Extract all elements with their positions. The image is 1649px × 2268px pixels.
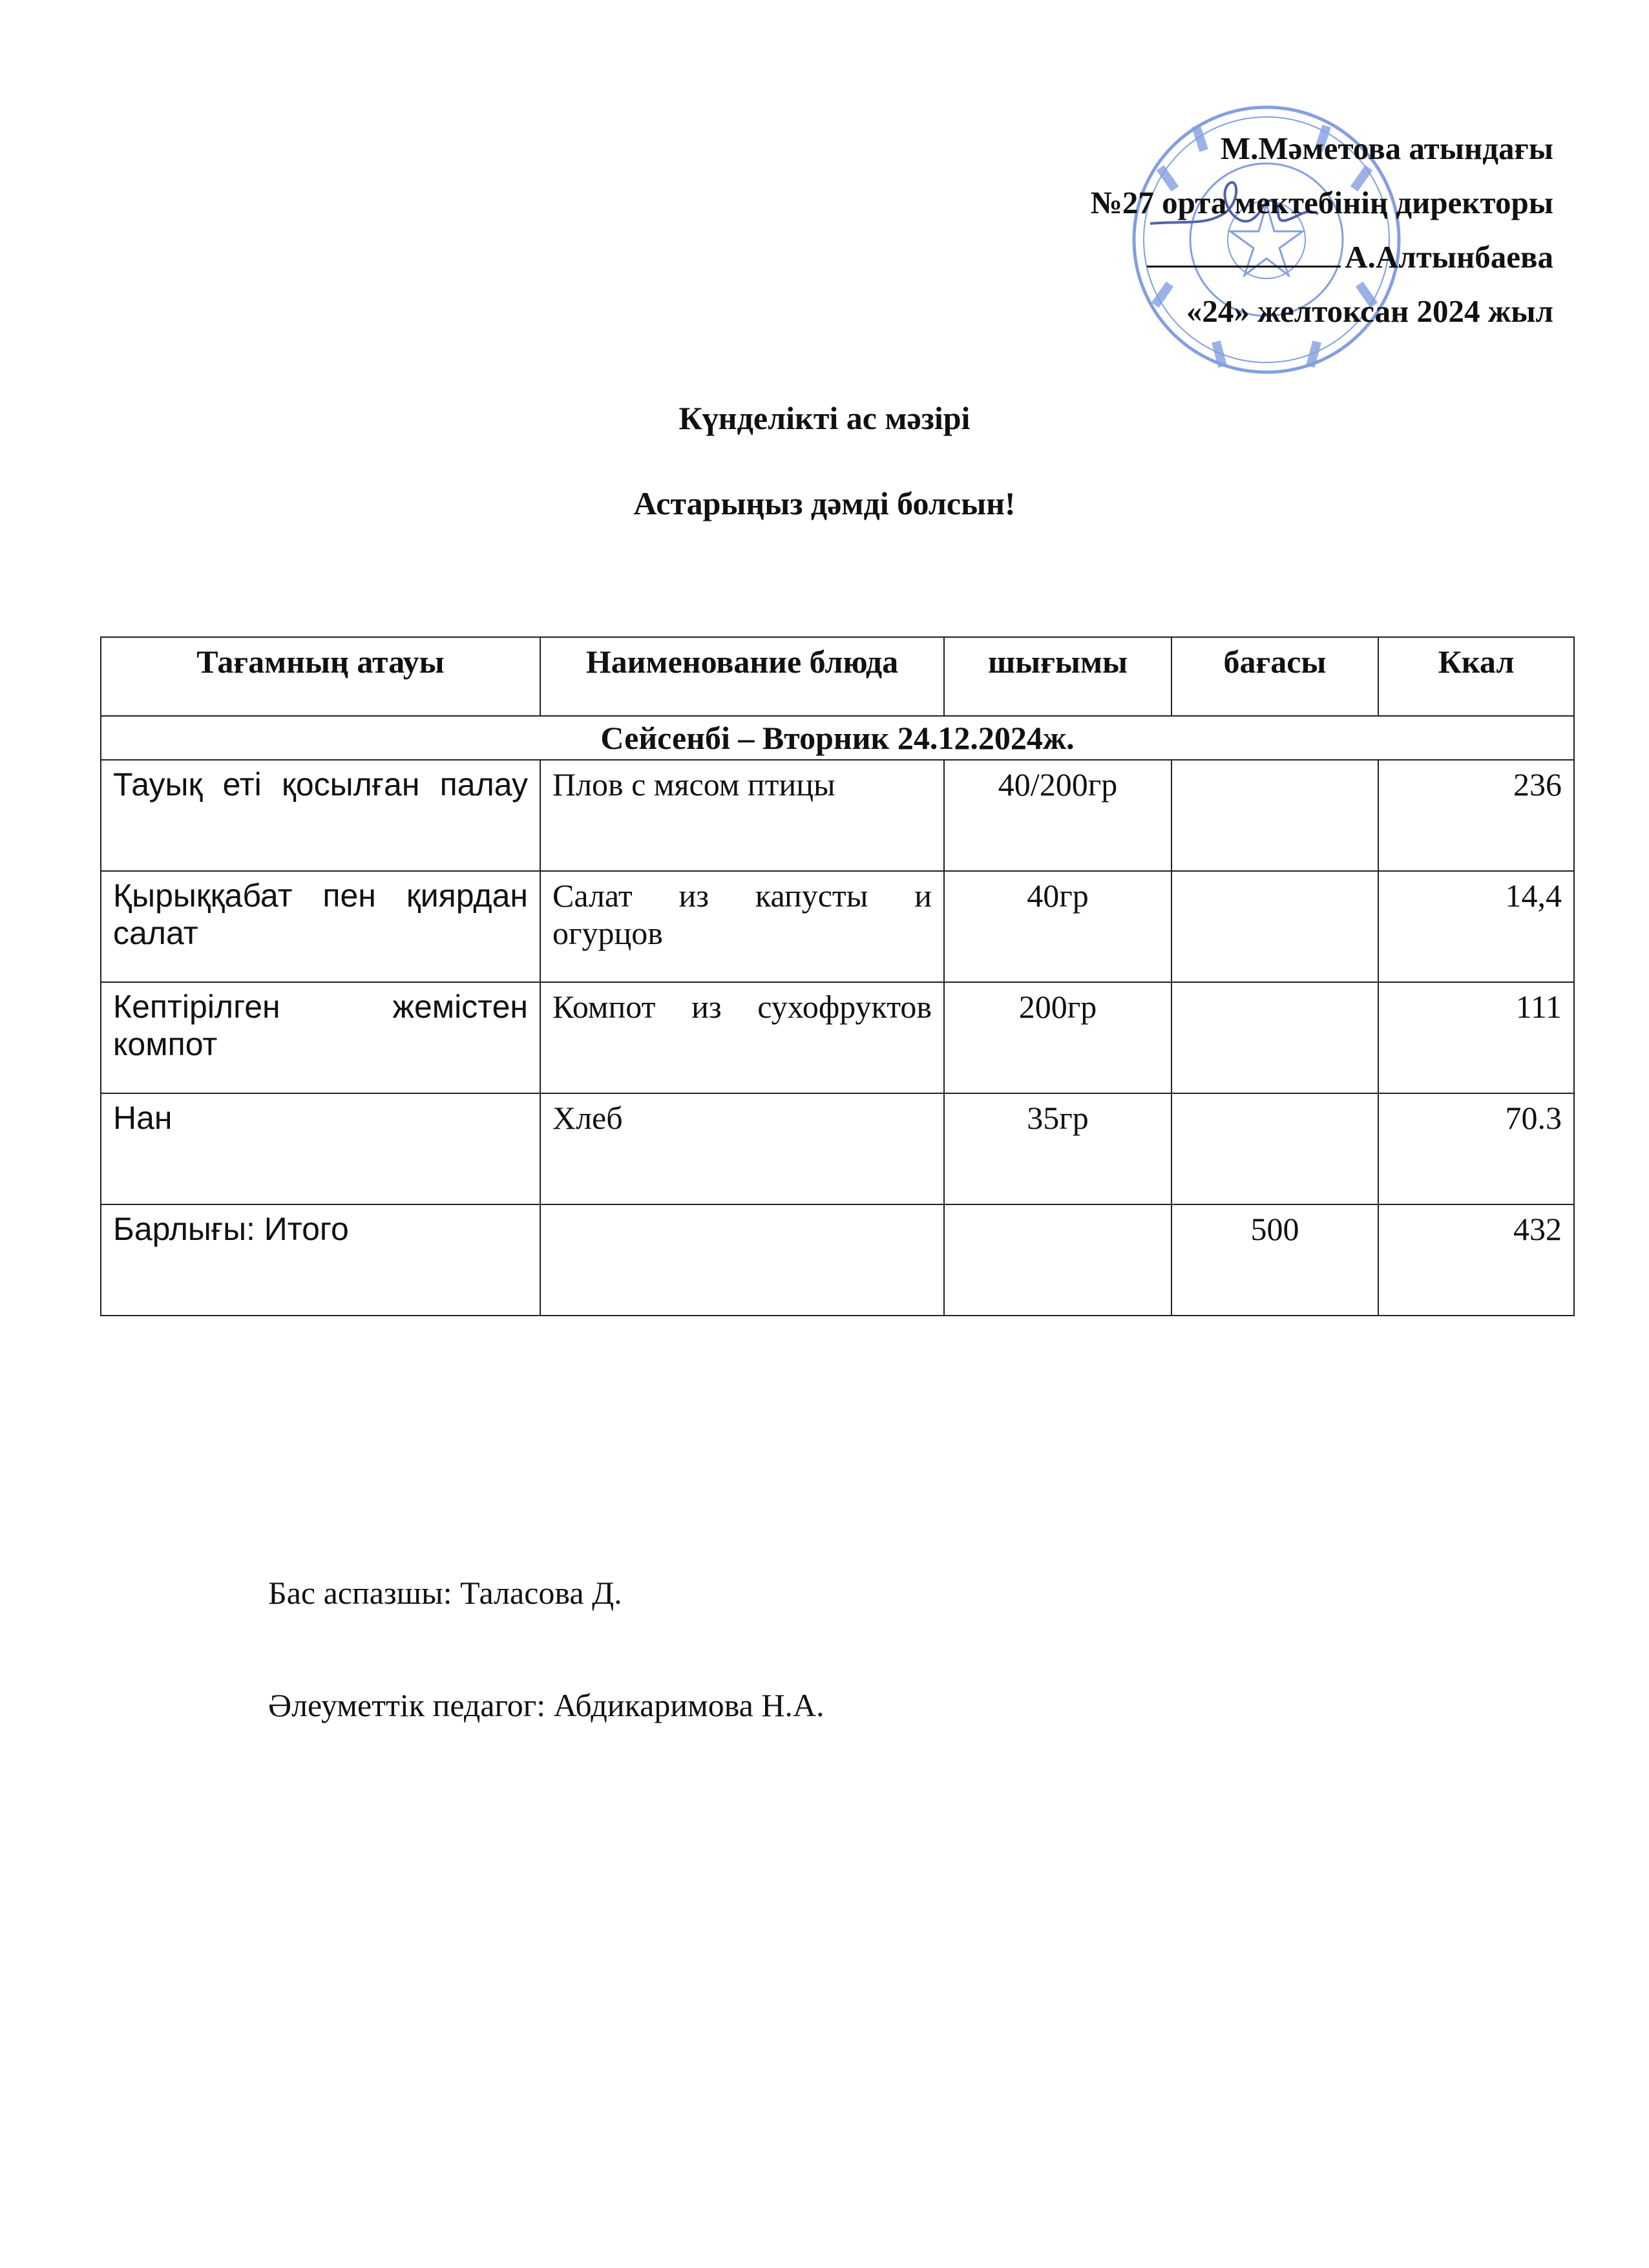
table-row xyxy=(101,871,1574,982)
table-row xyxy=(101,760,1574,871)
total-row xyxy=(101,1204,1574,1316)
dish-kz-name: Тауық еті қосылған палау xyxy=(101,760,540,871)
chef-signer: Бас аспазшы: Таласова Д. xyxy=(268,1575,622,1611)
approval-line-1: М.Мәметова атындағы xyxy=(1220,131,1553,166)
day-label: Сейсенбі – Вторник 24.12.2024ж. xyxy=(101,716,1574,760)
approval-line-2: №27 орта мектебінің директоры xyxy=(1090,185,1553,220)
dish-yield: 40/200гр xyxy=(944,760,1171,871)
day-row xyxy=(101,716,1574,760)
approval-date: «24» желтоксан 2024 жыл xyxy=(1186,293,1553,329)
total-kcal: 432 xyxy=(1378,1204,1574,1316)
dish-kz-name: Кептірілген жемістен компот xyxy=(101,982,540,1093)
dish-kz-name: Нан xyxy=(101,1093,540,1204)
dish-ru-name: Компот из сухофруктов xyxy=(540,982,944,1093)
header-kz-name: Тағамның атауы xyxy=(101,637,540,716)
total-price: 500 xyxy=(1171,1204,1378,1316)
table-header-row xyxy=(101,637,1574,716)
dish-kcal: 70.3 xyxy=(1378,1093,1574,1204)
dish-ru-name: Салат из капусты и огурцов xyxy=(540,871,944,982)
table-row xyxy=(101,982,1574,1093)
dish-kcal: 236 xyxy=(1378,760,1574,871)
dish-yield: 200гр xyxy=(944,982,1171,1093)
dish-kz-name: Қырыққабат пен қиярдан салат xyxy=(101,871,540,982)
total-yield xyxy=(944,1204,1171,1316)
table-row xyxy=(101,1093,1574,1204)
dish-price xyxy=(1171,1093,1378,1204)
signature-line xyxy=(1147,238,1341,268)
page-subtitle: Астарыңыз дәмді болсын! xyxy=(633,485,1016,521)
total-ru xyxy=(540,1204,944,1316)
page-title: Күнделікті ас мәзірі xyxy=(678,400,971,436)
dish-ru-name: Хлеб xyxy=(540,1093,944,1204)
dish-price xyxy=(1171,982,1378,1093)
director-name: А.Алтынбаева xyxy=(1345,239,1553,275)
approval-block xyxy=(907,121,1553,339)
dish-price xyxy=(1171,760,1378,871)
header-ru-name: Наименование блюда xyxy=(540,637,944,716)
dish-ru-name: Плов с мясом птицы xyxy=(540,760,944,871)
dish-yield: 40гр xyxy=(944,871,1171,982)
header-yield: шығымы xyxy=(944,637,1171,716)
menu-table xyxy=(100,636,1575,1316)
approval-line-3 xyxy=(907,230,1553,284)
header-kcal: Ккал xyxy=(1378,637,1574,716)
total-label: Барлығы: Итого xyxy=(101,1204,540,1316)
dish-price xyxy=(1171,871,1378,982)
dish-kcal: 111 xyxy=(1378,982,1574,1093)
dish-kcal: 14,4 xyxy=(1378,871,1574,982)
pedagogue-signer: Әлеуметтік педагог: Абдикаримова Н.А. xyxy=(268,1687,824,1723)
dish-yield: 35гр xyxy=(944,1093,1171,1204)
header-price: бағасы xyxy=(1171,637,1378,716)
signers-block xyxy=(268,1577,824,1801)
